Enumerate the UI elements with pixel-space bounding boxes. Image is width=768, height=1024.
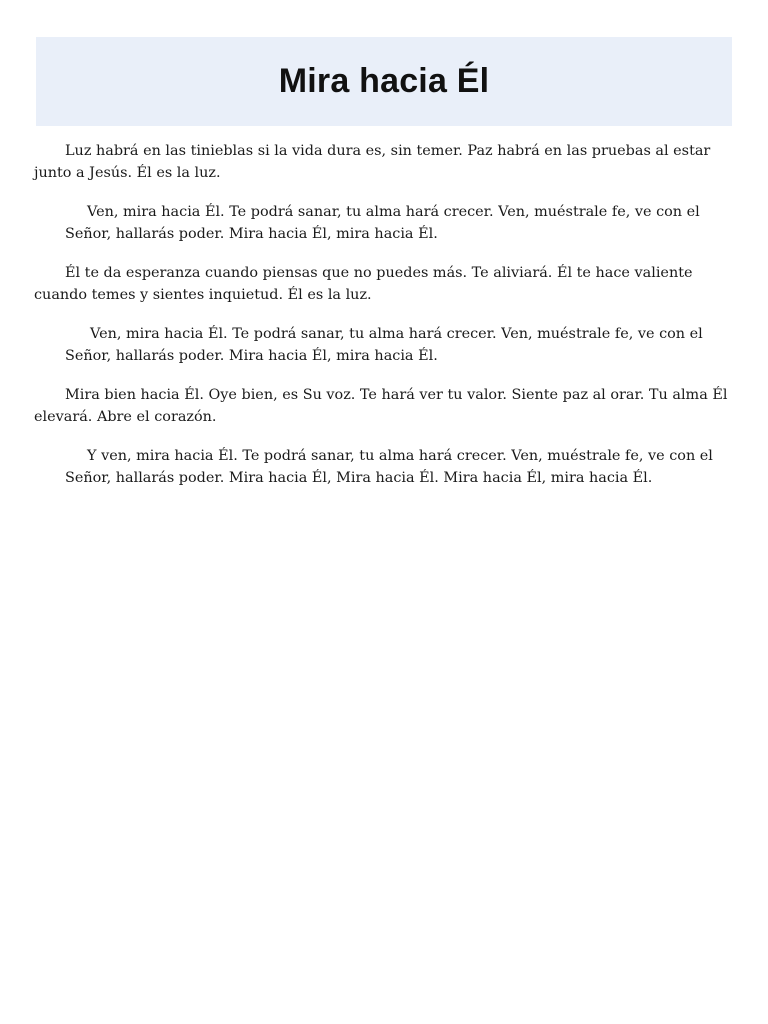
chorus-final: Y ven, mira hacia Él. Te podrá sanar, tu alma hará crecer. Ven, muéstrale fe, ve con el Señor, hallarás poder. Mira hacia Él, Mira hacia Él. Mira hacia Él, mira hacia Él. bbox=[65, 448, 713, 486]
verse-2: Él te da esperanza cuando piensas que no puedes más. Te aliviará. Él te hace valiente cuando temes y sientes inquietud. Él es la luz. bbox=[34, 265, 693, 303]
chorus-2: Ven, mira hacia Él. Te podrá sanar, tu alma hará crecer. Ven, muéstrale fe, ve con el Señor, hallarás poder. Mira hacia Él, mira hacia Él. bbox=[65, 326, 703, 364]
page-title: Mira hacia Él bbox=[278, 62, 490, 100]
verse-1: Luz habrá en las tinieblas si la vida dura es, sin temer. Paz habrá en las pruebas al estar junto a Jesús. Él es la luz. bbox=[34, 143, 711, 181]
title-banner bbox=[36, 37, 732, 126]
lyrics-body bbox=[34, 140, 738, 506]
bridge: Mira bien hacia Él. Oye bien, es Su voz. Te hará ver tu valor. Siente paz al orar. Tu alma Él elevará. Abre el corazón. bbox=[34, 387, 728, 425]
chorus-1: Ven, mira hacia Él. Te podrá sanar, tu alma hará crecer. Ven, muéstrale fe, ve con el Señor, hallarás poder. Mira hacia Él, mira hacia Él. bbox=[65, 204, 700, 242]
